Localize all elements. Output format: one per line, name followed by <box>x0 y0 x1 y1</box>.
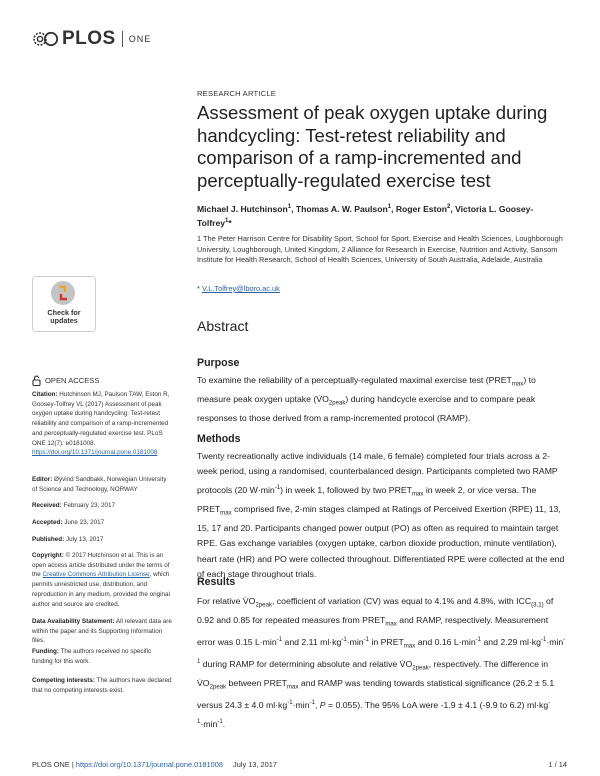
competing-interests-text: The authors have declared that no competing interests exist. <box>32 677 172 694</box>
purpose-text: To examine the reliability of a perceptually-regulated maximal exercise test $(PRET_{max})$ to measure peak oxygen uptake $(V̇O_{2peak})$ during handcycle exercise and to compare peak responses to those derived from a ramp-incremented protocol (RAMP). <box>197 375 536 424</box>
data-availability-label: Data Availability Statement: <box>32 618 115 625</box>
badge-label <box>33 309 95 325</box>
badge-label-line2: updates <box>50 316 78 325</box>
footer-separator: | <box>69 760 76 769</box>
citation-label: Citation: <box>32 391 58 398</box>
open-access-label: OPEN ACCESS <box>45 376 100 385</box>
badge-label-line1: Check for <box>47 308 81 317</box>
logo-divider <box>122 31 123 47</box>
funding-block <box>32 647 172 666</box>
purpose-heading: Purpose <box>197 357 240 369</box>
corresponding-email <box>197 284 280 293</box>
received-block <box>32 501 172 511</box>
funding-text: The authors received no specific funding for this work. <box>32 648 152 665</box>
open-access <box>32 375 99 386</box>
published-block <box>32 535 172 545</box>
citation-text: Hutchinson MJ, Paulson TAW, Eston R, Goosey-Tolfrey VL (2017) Assessment of peak oxygen uptake during handcycling: Test-retest reliability and comparison of a ramp-incremented and perceptually-regulated exercise test. PLoS ONE 12(7): e0181008. <box>32 391 170 447</box>
competing-interests-label: Competing interests: <box>32 677 95 684</box>
funding-label: Funding: <box>32 648 59 655</box>
check-for-updates-badge[interactable] <box>32 276 96 332</box>
email-marker: * <box>197 284 200 293</box>
journal-name: PLOS <box>62 28 116 49</box>
data-availability-text: All relevant data are within the paper and its Supporting Information files. <box>32 618 172 645</box>
license-link[interactable]: Creative Commons Attribution License <box>42 571 150 579</box>
data-availability-block <box>32 617 172 646</box>
page-number: 1 / 14 <box>548 760 567 769</box>
email-link[interactable]: V.L.Tolfrey@lboro.ac.uk <box>201 284 280 293</box>
citation-block <box>32 390 172 458</box>
open-lock-icon <box>32 375 41 386</box>
copyright-text-b: , which permits unrestricted use, distribution, and reproduction in any medium, provided the original author and source are credited. <box>32 571 170 608</box>
accepted-label: Accepted: <box>32 519 63 526</box>
plos-logo-icon <box>33 29 59 49</box>
accepted-block <box>32 518 172 528</box>
author-list: Michael J. Hutchinson$^1$, Thomas A. W. Paulson$^1$, Roger Eston$^2$, Victoria L. Goosey-Tolfrey$^1$* <box>197 203 534 228</box>
copyright-label: Copyright: <box>32 552 64 559</box>
abstract-heading: Abstract <box>197 318 249 334</box>
accepted-date: June 23, 2017 <box>64 519 105 526</box>
footer-doi-link[interactable]: https://doi.org/10.1371/journal.pone.0181008 <box>75 760 223 769</box>
affiliations: 1 The Peter Harrison Centre for Disability Sport, School for Sport, Exercise and Health Sciences, Loughborough University, Loughborough, United Kingdom, 2 Alliance for Research in Exercise, Nutrition and Activity, Sansom Institute for Health Research, School of Health Sciences, University of South Australia, Adelaide, Australia <box>197 234 563 265</box>
citation-doi-link[interactable]: https://doi.org/10.1371/journal.pone.0181008 <box>32 449 158 457</box>
footer-date: July 13, 2017 <box>233 760 277 769</box>
editor-text: Øyvind Sandbakk, Norwegian University of Science and Technology, NORWAY <box>32 476 167 493</box>
editor-label: Editor: <box>32 476 53 483</box>
results-heading: Results <box>197 576 236 588</box>
received-date: February 23, 2017 <box>63 502 115 509</box>
journal-sub: ONE <box>128 34 152 44</box>
article-type: RESEARCH ARTICLE <box>197 89 277 98</box>
page-footer <box>32 760 277 769</box>
methods-heading: Methods <box>197 433 241 445</box>
copyright-block <box>32 551 172 609</box>
plos-logo[interactable] <box>33 27 151 51</box>
update-icon <box>51 281 75 305</box>
published-label: Published: <box>32 536 65 543</box>
results-text: For relative $V̇O_{2peak}$, coefficient of variation (CV) was equal to 4.1% and 4.8%, with $ICC_{(3,1)}$ of 0.92 and 0.85 for repeated measures from $PRET_{max}$ and RAMP, respectively. Measurement error was 0.15 $L\cdot\min^{-1}$ and 2.11 $ml\cdot kg^{-1}\cdot\min^{-1}$ in $PRET_{max}$ and 0.16 $L\cdot\min^{-1}$ and 2.29 $ml\cdot kg^{-1}\cdot\min^{-1}$ during RAMP for determining absolute and relative $V̇O_{2peak}$, respectively. The difference in $V̇O_{2peak}$ between $PRET_{max}$ and RAMP was tending towards statistical significance (26.2 ± 5.1 versus 24.3 ± 4.0 $ml\cdot kg^{-1}\cdot\min^{-1}$, P = 0.055). The 95% LoA were -1.9 ± 4.1 (-9.9 to 6.2) $ml\cdot kg^{-1}\cdot\min^{-1}$. <box>197 596 566 729</box>
methods-text: Twenty recreationally active individuals (14 male, 6 female) completed four trials across a 2-week period, using a randomised, counterbalanced design. Participants completed two RAMP protocols (20 $W\cdot\min^{-1}$) in week 1, followed by two $PRET_{max}$ in week 2, or vice versa. The $PRET_{max}$ comprised five, 2-min stages clamped at Ratings of Perceived Exertion (RPE) 11, 13, 15, 17 and 20. Participants changed power output (PO) as often as required to maintain target RPE. Gas exchange variables (oxygen uptake, carbon dioxide production, minute ventilation), heart rate (HR) and PO were collected throughout. Differentiated RPE were collected at the end of each stage throughout trials. <box>197 451 565 580</box>
footer-journal: PLOS ONE <box>32 760 70 769</box>
received-label: Received: <box>32 502 62 509</box>
published-date: July 13, 2017 <box>65 536 104 543</box>
article-title: Assessment of peak oxygen uptake during handcycling: Test-retest reliability and comparison of a ramp-incremented and perceptually-regulated exercise test <box>197 102 548 191</box>
copyright-text-a: © 2017 Hutchinson et al. This is an open access article distributed under the terms of the <box>32 552 170 579</box>
competing-interests-block <box>32 676 172 695</box>
editor-block <box>32 475 172 494</box>
